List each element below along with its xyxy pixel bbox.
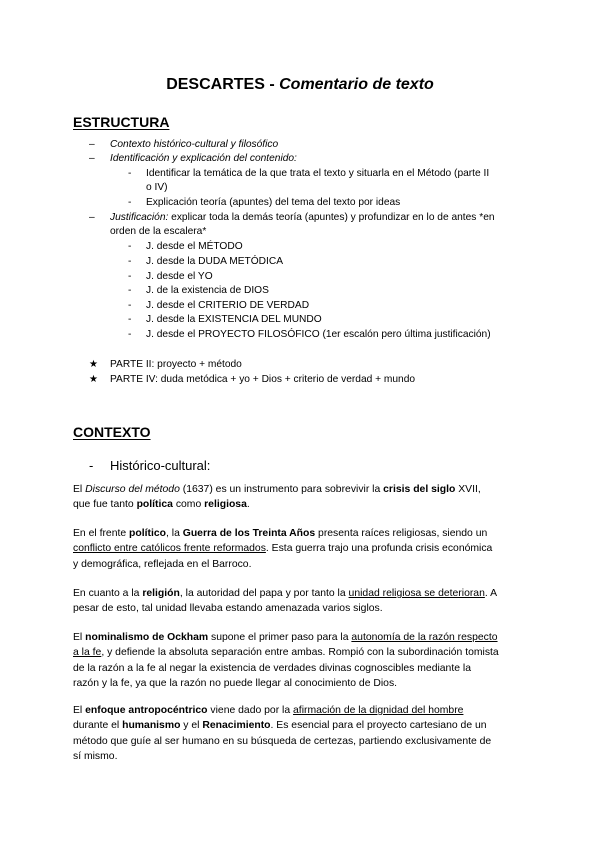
text-span: , y defiende la absoluta separación entre ambas. Rompió con la subordinación tomista [101, 647, 499, 659]
star-icon: ★ [89, 359, 99, 370]
heading-estructura: ESTRUCTURA [73, 114, 170, 130]
text-span: Guerra de los Treinta Años [182, 528, 316, 539]
sub-dash-bullet: - [128, 314, 132, 325]
subheading-historico: Histórico-cultural: [110, 458, 211, 473]
title-italic: Comentario de texto [279, 76, 434, 93]
sub-dash-bullet: - [128, 168, 132, 179]
paragraph-ockham [73, 630, 535, 692]
text-span: nominalismo de Ockham [85, 632, 209, 643]
sub-dash-bullet: - [128, 285, 132, 296]
text-span: sí mismo. [73, 751, 118, 763]
sub-dash-bullet: - [128, 256, 132, 267]
list-item: J. desde la DUDA METÓDICA [146, 256, 284, 267]
text-span: y el [180, 720, 203, 732]
paragraph-religion [73, 586, 535, 617]
text-span: . Es esencial para el proyecto cartesiano de un [270, 720, 487, 732]
sub-dash-bullet: - [128, 300, 132, 311]
sub-dash-bullet: - [128, 271, 132, 282]
list-item: Identificación y explicación del contenido: [110, 153, 297, 164]
text-span: religiosa [204, 499, 247, 511]
list-item: orden de la escalera* [110, 226, 207, 237]
text-span: Renacimiento [202, 720, 271, 732]
text-span: razón y la fe, ya que la razón no puede llegar al conocimiento de Dios. [73, 678, 398, 690]
text-span: Discurso del método [85, 484, 180, 495]
text-span: enfoque antropocéntrico [85, 705, 208, 716]
text-span: religión [142, 588, 180, 599]
text-span: . Esta guerra trajo una profunda crisis económica [265, 543, 493, 555]
list-item: J. de la existencia de DIOS [146, 285, 269, 296]
list-item: PARTE II: proyecto + método [110, 359, 242, 370]
list-item: J. desde el YO [146, 271, 213, 282]
text-span: El [73, 632, 86, 643]
dash-bullet: – [89, 212, 95, 223]
text-span: de la razón a la fe al negar la existencia de verdades divinas cognoscibles mediante la [73, 662, 471, 674]
paragraph-antropocentrico [73, 703, 535, 765]
text-span: (1637) es un instrumento para sobrevivir la [179, 484, 384, 495]
text-span: XVII, [455, 484, 481, 495]
sub-dash-bullet: - [128, 329, 132, 340]
text-span: método que guíe al ser humano en su búsqueda de certezas, partiendo exclusivamente de [73, 735, 492, 747]
list-item: J. desde el PROYECTO FILOSÓFICO (1er escalón pero última justificación) [146, 329, 491, 340]
text-span: En cuanto a la [73, 588, 143, 599]
text-span: política [136, 499, 173, 511]
text-span: presenta raíces religiosas, siendo un [315, 528, 488, 539]
text-span: pesar de esto, tal unidad llevaba estando amenazada varios siglos. [73, 603, 383, 615]
list-item: o IV) [146, 182, 168, 193]
text-span: político [129, 528, 166, 539]
list-item: PARTE IV: duda metódica + yo + Dios + criterio de verdad + mundo [110, 374, 416, 385]
text-span: crisis del siglo [383, 484, 456, 495]
text-span: conflicto entre católicos frente reformados [73, 543, 266, 555]
sub-dash-bullet: - [128, 241, 132, 252]
list-item: J. desde el CRITERIO DE VERDAD [146, 300, 310, 311]
justificacion-label: Justificación: [110, 212, 169, 223]
text-span: autonomía de la razón respecto [351, 632, 498, 643]
sub-dash-bullet: - [89, 458, 94, 473]
text-span: a la fe [73, 647, 102, 659]
text-span: durante el [73, 720, 123, 732]
list-item: Identificar la temática de la que trata el texto y situarla en el Método (parte II [146, 168, 490, 179]
text-span: como [172, 499, 205, 511]
text-span: supone el primer paso para la [208, 632, 352, 643]
text-span: , la autoridad del papa y por tanto la [179, 588, 349, 599]
paragraph-discurso [73, 482, 535, 513]
list-item: Explicación teoría (apuntes) del tema del texto por ideas [146, 197, 401, 208]
list-item: J. desde el MÉTODO [146, 241, 243, 252]
text-span: El [73, 705, 86, 716]
text-span: El [73, 484, 86, 495]
text-span: viene dado por la [207, 705, 294, 716]
text-span: . A [484, 588, 498, 599]
text-span: unidad religiosa se deterioran [348, 588, 485, 599]
text-span: humanismo [122, 720, 181, 732]
text-span: , la [165, 528, 183, 539]
star-icon: ★ [89, 374, 99, 385]
dash-bullet: – [89, 153, 95, 164]
list-item: Contexto histórico-cultural y filosófico [110, 139, 279, 150]
dash-bullet: – [89, 139, 95, 150]
sub-dash-bullet: - [128, 197, 132, 208]
list-item: J. desde la EXISTENCIA DEL MUNDO [146, 314, 322, 325]
text-span: . [246, 499, 250, 511]
text-span: que fue tanto [73, 499, 137, 511]
paragraph-politico [73, 526, 535, 572]
heading-contexto: CONTEXTO [73, 424, 151, 440]
text-span: En el frente [73, 528, 130, 539]
list-item-justificacion [110, 211, 495, 225]
title-main: DESCARTES - [166, 76, 280, 93]
justificacion-rest: explicar toda la demás teoría (apuntes) y profundizar en lo de antes *en [168, 212, 495, 223]
text-span: y demográfica, reflejada en el Barroco. [73, 558, 252, 570]
text-span: afirmación de la dignidad del hombre [293, 705, 464, 716]
page-title [0, 76, 600, 94]
